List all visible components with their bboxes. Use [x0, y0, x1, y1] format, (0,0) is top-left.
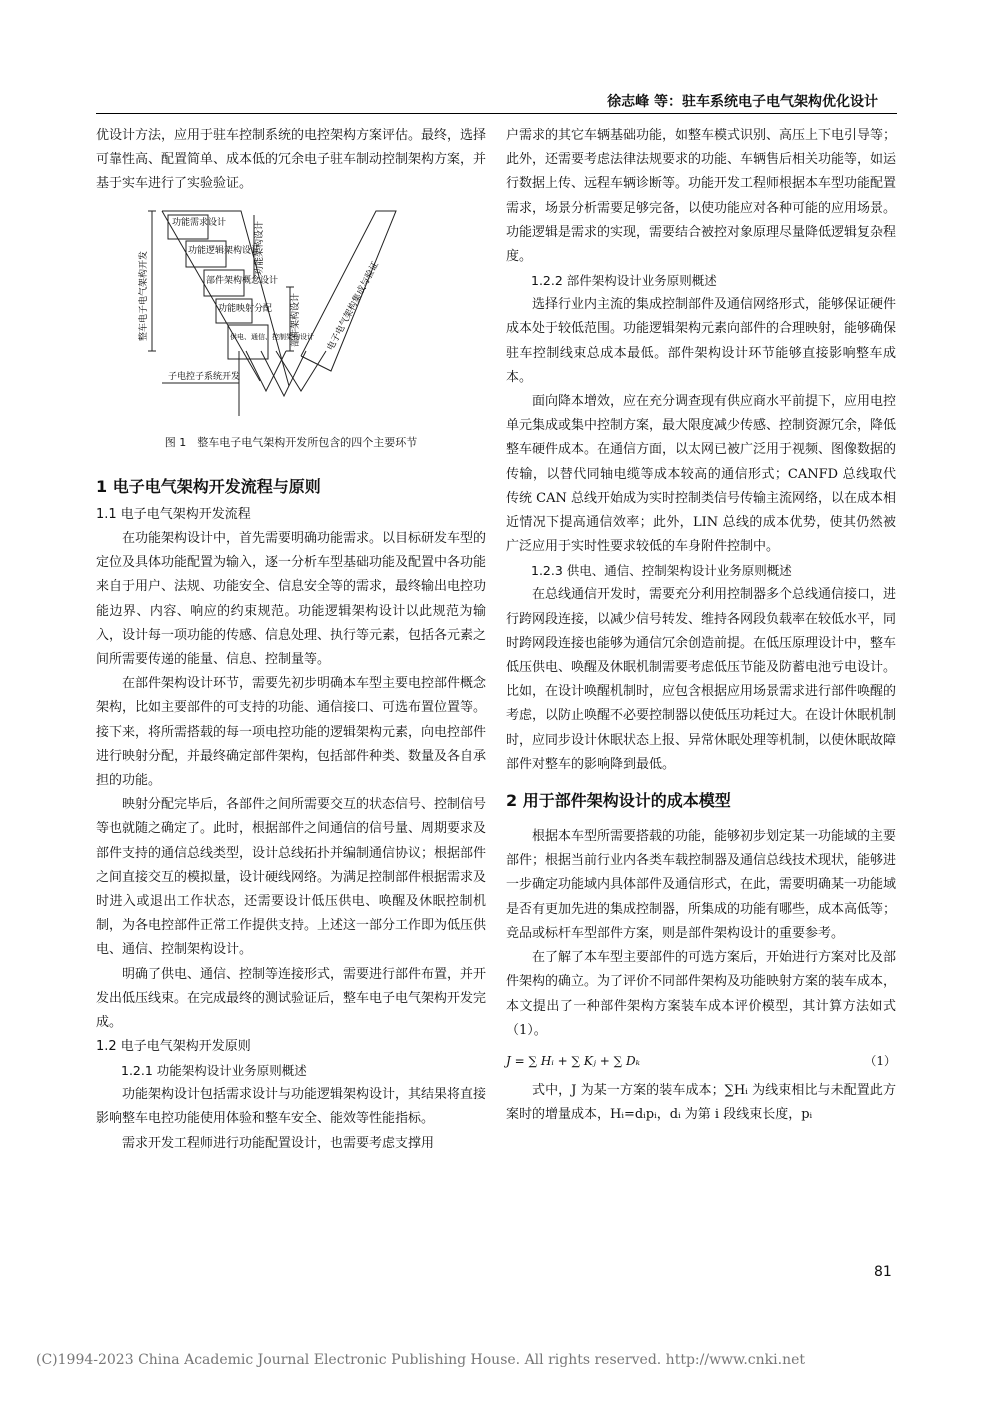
paragraph: 在总线通信开发时，需要充分利用控制器多个总线通信接口，进行跨网段连接，以减少信号转发、维持各网段负载率在较低水平，同时跨网段连接也能够为通信冗余创造前提。在低压原理设计中，整车低压供电、唤醒及休眠机制需要考虑低压节能及防蓄电池亏电设计。比如，在设计唤醒机制时，应包含根据应用场景需求进行部件唤醒的考虑，以防止唤醒不必要控制器以使低压功耗过大。在设计休眠机制时，应同步设计休眠状态上报、异常休眠处理等机制，以使休眠故障部件对整车的影响降到最低。 [506, 587, 897, 772]
equation-1 [506, 1049, 896, 1073]
right-column [506, 124, 896, 1128]
equation-number: （1） [864, 1053, 896, 1068]
paragraph: 选择行业内主流的集成控制部件及通信网络形式，能够保证硬件成本处于较低范围。功能逻辑架构元素向部件的合理映射，能够确保驻车控制线束总成本最低。部件架构设计环节能够直接影响整车成本。 [506, 297, 897, 385]
paragraph: 在了解了本车型主要部件的可选方案后，开始进行方案对比及部件架构的确立。为了评价不同部件架构及功能映射方案的装车成本，本文提出了一种部件架构方案装车成本评价模型，其计算方法如式（1）。 [506, 950, 897, 1038]
right-arm-label: 电子电气架构集成与验证 [325, 259, 382, 353]
running-header: 徐志峰 等：驻车系统电子电气架构优化设计 [607, 94, 878, 110]
copyright-footer: (C)1994-2023 China Academic Journal Electronic Publishing House. All rights reserved. http://www.cnki.net [36, 1352, 806, 1368]
v-model-diagram [96, 201, 486, 416]
bottom-label: 子电控子系统开发 [168, 371, 241, 382]
paragraph: 根据本车型所需要搭载的功能，能够初步划定某一功能域的主要部件；根据当前行业内各类车载控制器及通信总线技术现状，能够进一步确定功能域内具体部件及通信形式，在此，需要明确某一功能域是否有更加先进的集成控制器，所集成的功能有哪些，成本高低等；竞品或标杆车型部件方案，则是部件架构设计的重要参考。 [506, 829, 897, 941]
paragraph: 需求开发工程师进行功能配置设计，也需要考虑支撑用 [122, 1135, 435, 1151]
figure-1 [96, 201, 486, 455]
subsubsection-heading-1-2-1: 1.2.1 功能架构设计业务原则概述 [121, 1063, 307, 1079]
stage5-label: 供电、通信、控制架构设计 [230, 332, 314, 341]
v-right-arm [301, 211, 396, 371]
section-heading-1: 1 电子电气架构开发流程与原则 [96, 477, 321, 497]
paragraph: 面向降本增效，应在充分调查现有供应商水平前提下，应用电控单元集成或集中控制方案，最大限度减少传感、控制资源冗余，降低整车硬件成本。在通信方面，以太网已被广泛用于视频、图像数据的传输，以替代同轴电缆等成本较高的通信形式；CANFD 总线取代传统 CAN 总线开始成为实时控制类信号传输主流网络，以在成本相近情况下提高通信效率；此外，LIN 总线的成本优势，使其仍然被广泛应用于实时性要求较低的车身附件控制中。 [506, 394, 897, 555]
paragraph: 功能架构设计包括需求设计与功能逻辑架构设计，其结果将直接影响整车电控功能使用体验和整车安全、能效等性能指标。 [96, 1087, 487, 1127]
paragraph: 明确了供电、通信、控制等连接形式，需要进行部件布置，并开发出低压线束。在完成最终的测试验证后，整车电子电气架构开发完成。 [96, 966, 487, 1031]
left-column [96, 124, 486, 1156]
subsubsection-heading-1-2-3: 1.2.3 供电、通信、控制架构设计业务原则概述 [531, 563, 792, 579]
figure-caption: 图 1 整车电子电气架构开发所包含的四个主要环节 [164, 435, 418, 449]
paragraph: 在部件架构设计环节，需要先初步明确本车型主要电控部件概念架构，比如主要部件的可支持的功能、通信接口、可选布置位置等。接下来，将所需搭载的每一项电控功能的逻辑架构元素，向电控部件进行映射分配，并最终确定部件架构，包括部件种类、数量及各自承担的功能。 [96, 676, 487, 789]
subsection-heading-1-2: 1.2 电子电气架构开发原则 [96, 1039, 251, 1055]
stage2-label: 功能逻辑架构设计 [188, 245, 261, 256]
stage1-label: 功能需求设计 [172, 217, 227, 228]
stage4-label: 功能映射分配 [218, 303, 273, 314]
page-number: 81 [874, 1264, 892, 1280]
header-rule [96, 113, 897, 114]
inner-axis-label-1: 功能架构设计 [255, 220, 265, 275]
paragraph: 户需求的其它车辆基础功能，如整车模式识别、高压上下电引导等；此外，还需要考虑法律法规要求的功能、车辆售后相关功能等，如运行数据上传、远程车辆诊断等。功能开发工程师根据本车型功能配置需求，场景分析需要足够完备，以使功能应对各种可能的应用场景。功能逻辑是需求的实现，需要结合被控对象原理尽量降低逻辑复杂程度。 [506, 128, 897, 265]
paragraph: 在功能架构设计中，首先需要明确功能需求。以目标研发车型的定位及具体功能配置为输入，逐一分析车型基础功能及配置中各功能来自于用户、法规、功能安全、信息安全等的需求，最终输出电控功能边界、内容、响应的约束规范。功能逻辑架构设计以此规范为输入，设计每一项功能的传感、信息处理、执行等元素，包括各元素之间所需要传递的能量、信息、控制量等。 [96, 531, 487, 668]
stage3-label: 部件架构概念设计 [206, 275, 279, 286]
subsection-heading-1-1: 1.1 电子电气架构开发流程 [96, 507, 251, 523]
subsubsection-heading-1-2-2: 1.2.2 部件架构设计业务原则概述 [531, 273, 717, 289]
left-axis-label: 整车电子电气架构开发 [139, 250, 149, 341]
paragraph: 式中，J 为某一方案的装车成本；∑Hᵢ 为线束相比与未配置此方案时的增量成本，Hᵢ=dᵢpᵢ，dᵢ 为第 i 段线束长度，pᵢ [506, 1083, 896, 1123]
equation-body: J = ∑ Hᵢ + ∑ Kⱼ + ∑ Dₖ [506, 1053, 641, 1068]
inner-axis-label-2: 部件架构设计 [291, 292, 301, 347]
paragraph: 映射分配完毕后，各部件之间所需要交互的状态信号、控制信号等也就随之确定了。此时，根据部件之间通信的信号量、周期要求及部件支持的通信总线类型，设计总线拓扑并编制通信协议；根据部件之间直接交互的模拟量，设计硬线网络。为满足控制部件根据需求及时进入或退出工作状态，还需要设计低压供电、唤醒及休眠控制机制，为各电控部件正常工作提供支持。上述这一部分工作即为低压供电、通信、控制架构设计。 [96, 797, 487, 958]
paragraph: 优设计方法，应用于驻车控制系统的电控架构方案评估。最终，选择可靠性高、配置简单、成本低的冗余电子驻车制动控制架构方案，并基于实车进行了实验验证。 [96, 128, 487, 192]
section-heading-2: 2 用于部件架构设计的成本模型 [506, 791, 731, 811]
